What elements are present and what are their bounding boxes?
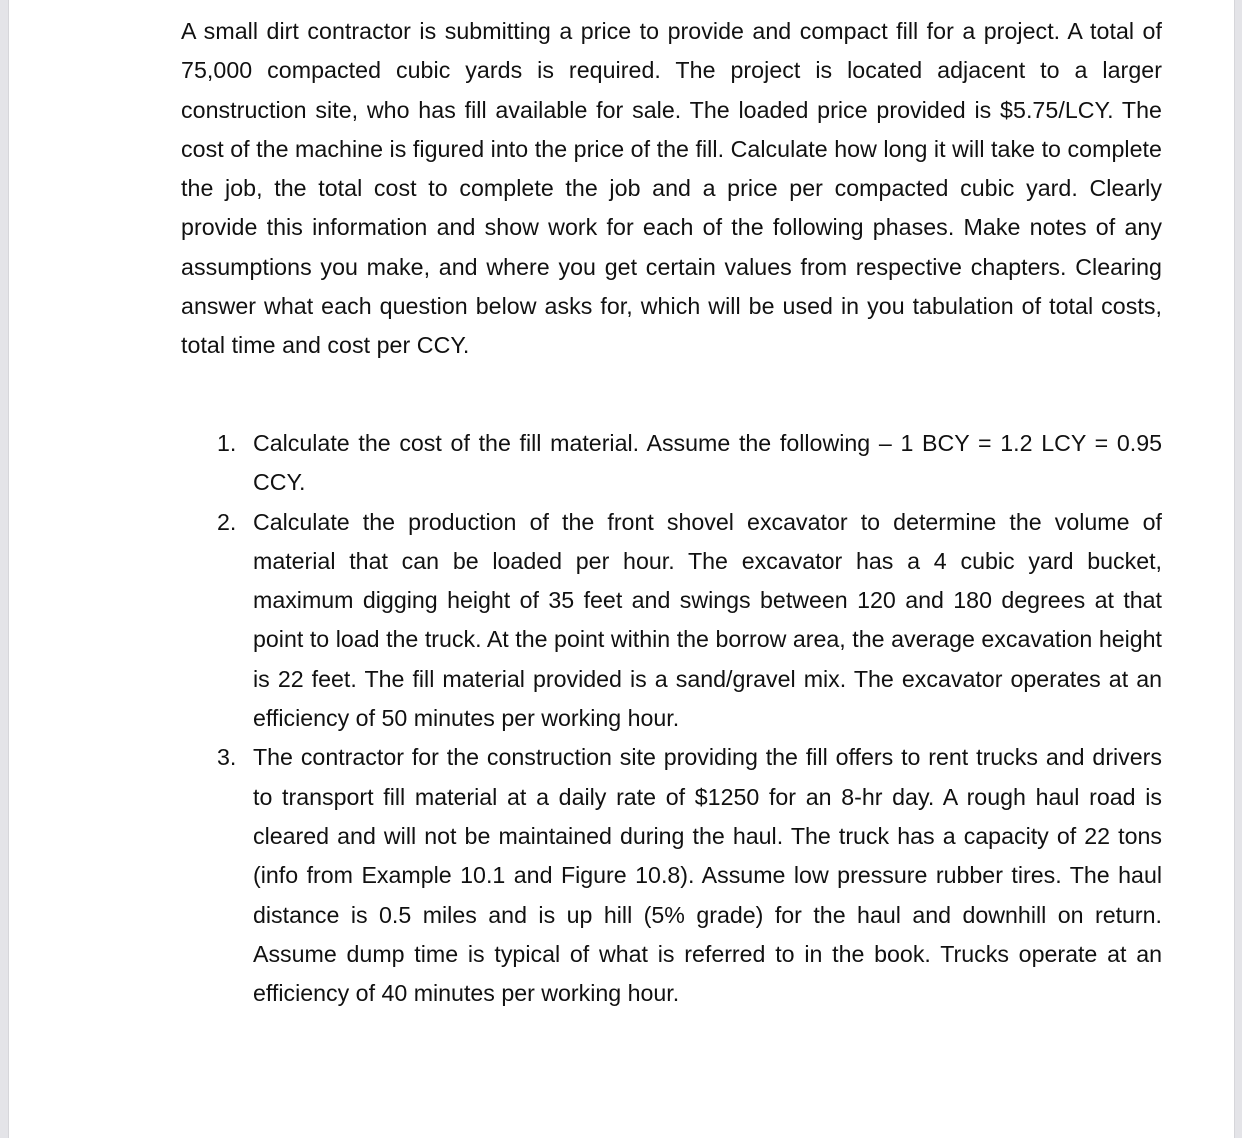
document-body <box>181 12 1162 366</box>
list-item-text: Calculate the cost of the fill material. Assume the following – 1 BCY = 1.2 LCY = 0.95 CCY. <box>253 430 1162 496</box>
list-item-number: 3. <box>217 744 237 771</box>
list-item-number: 2. <box>217 508 237 535</box>
list-item <box>217 738 1162 1013</box>
numbered-question-list <box>217 424 1162 1013</box>
list-item-text: Calculate the production of the front shovel excavator to determine the volume of material that can be loaded per hour. The excavator has a 4 cubic yard bucket, maximum digging height of 35 feet and swings between 120 and 180 degrees at that point to load the truck. At the point within the borrow area, the average excavation height is 22 feet. The fill material provided is a sand/gravel mix. The excavator operates at an efficiency of 50 minutes per working hour. <box>253 508 1162 732</box>
list-item <box>217 424 1162 503</box>
list-item <box>217 503 1162 739</box>
intro-paragraph: A small dirt contractor is submitting a price to provide and compact fill for a project. A total of 75,000 compacted cubic yards is required. The project is located adjacent to a larger construction site, who has fill available for sale. The loaded price provided is $5.75/LCY. The cost of the machine is figured into the price of the fill. Calculate how long it will take to complete the job, the total cost to complete the job and a price per compacted cubic yard. Clearly provide this information and show work for each of the following phases. Make notes of any assumptions you make, and where you get certain values from respective chapters. Clearing answer what each question below asks for, which will be used in you tabulation of total costs, total time and cost per CCY. <box>181 18 1162 359</box>
list-item-number: 1. <box>217 430 237 456</box>
list-item-text: The contractor for the construction site providing the fill offers to rent trucks and drivers to transport fill material at a daily rate of $1250 for an 8-hr day. A rough haul road is cleared and will not be maintained during the haul. The truck has a capacity of 22 tons (info from Example 10.1 and Figure 10.8). Assume low pressure rubber tires. The haul distance is 0.5 miles and is up hill (5% grade) for the haul and downhill on return. Assume dump time is typical of what is referred to in the book. Trucks operate at an efficiency of 40 minutes per working hour. <box>253 744 1162 1007</box>
